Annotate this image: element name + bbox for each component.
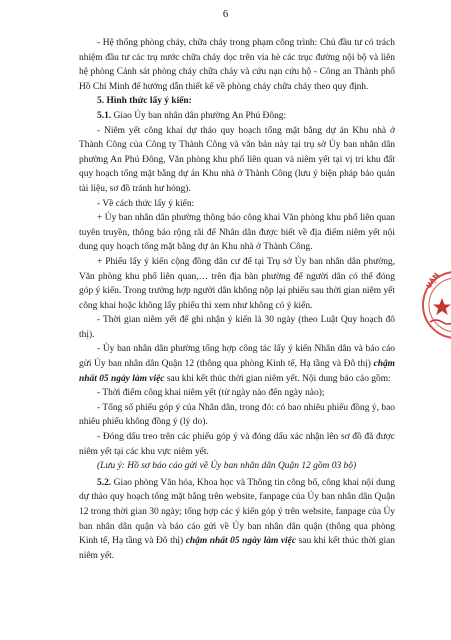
text-run: - Niêm yết công khai dự thảo quy hoạch tổng mặt bằng dự án Khu nhà ở Thành Công của Công ty Thành Công và văn bản này tại trụ sở Ủy ban nhân dân phường An Phú Đông, Văn phòng khu phố liên quan và niêm yết tại vị trí khu đất quy hoạch tổng mặt bằng dự án Khu nhà ở Thành Công (lưu ý biện pháp bảo quản tài liệu, sơ đồ tránh hư hỏng). xyxy=(79,125,395,194)
page-number: 6 xyxy=(222,9,229,20)
text-run: - Ủy ban nhân dân phường tổng hợp công tác lấy ý kiến Nhân dân và báo cáo gửi Ủy ban nhân dân Quận 12 (thông qua phòng Kinh tế, Hạ tầng và Đô thị) xyxy=(79,344,395,370)
paragraph xyxy=(79,255,395,313)
text-run: 5. Hình thức lấy ý kiến: xyxy=(97,96,192,107)
text-run: chậm nhất 05 ngày làm việc xyxy=(185,536,297,547)
text-run: - Về cách thức lấy ý kiến: xyxy=(97,198,195,209)
star-icon xyxy=(433,298,451,315)
paragraph xyxy=(79,476,395,564)
text-run: Giao phòng Văn hóa, Khoa học và Thông tin công bố, công khai nội dung dự thảo quy hoạch tổng mặt bằng trên website, fanpage của Ủy ban nhân dân Quận 12 trong thời gian 30 ngày; tổng hợp các ý kiến góp ý trên website, fanpage của Ủy ban nhân dân quận và báo cáo gửi về Ủy ban nhân dân quận (thông qua phòng Kinh tế, Hạ tầng và Đô thị) xyxy=(79,477,395,547)
text-run: - Hệ thống phòng cháy, chữa cháy trong phạm công trình: Chủ đầu tư có trách nhiệm đầu tư các trụ nước chữa cháy dọc trên via hè các trục đường nội bộ và liên hệ phòng Cảnh sát phòng cháy chữa cháy và cứu nạn cứu hộ - Công an Thành phố Hồ Chí Minh để hướng dẫn thiết kế về phòng cháy chữa cháy theo quy định. xyxy=(79,38,395,92)
paragraph xyxy=(79,386,395,401)
paragraph xyxy=(79,94,395,109)
text-run: 5.2. xyxy=(97,477,112,488)
paragraph xyxy=(79,430,395,459)
text-run: - Thời gian niêm yết để ghi nhận ý kiến là 30 ngày (theo Luật Quy hoạch đô thị). xyxy=(79,315,395,340)
text-run: - Đóng dấu treo trên các phiếu góp ý và đóng dấu xác nhận lên sơ đồ đã được niêm yết tại các khu vực niêm yết. xyxy=(79,432,395,457)
paragraph xyxy=(79,36,395,94)
paragraph xyxy=(79,313,395,342)
paragraph xyxy=(79,211,395,255)
text-run: + Ủy ban nhân dân phường thông báo công khai Văn phòng khu phố liên quan tuyên truyền, thông báo rộng rãi để Nhân dân được biết về địa điểm niêm yết nội dung quy hoạch tổng mặt bằng dự án Khu nhà ở Thành Công. xyxy=(79,213,395,253)
text-run: sau khi kết thúc thời gian niêm yết. xyxy=(79,536,395,561)
official-seal-fragment xyxy=(420,262,451,348)
paragraph xyxy=(79,124,395,197)
text-run: sau khi kết thúc thời gian niêm yết. Nội dung báo cáo gồm: xyxy=(164,373,391,384)
text-run: - Tổng số phiếu góp ý của Nhân dân, trong đó: có bao nhiêu phiếu đồng ý, bao nhiêu phiếu không đồng ý (lý do). xyxy=(79,402,395,428)
text-run: chậm nhất 05 ngày làm việc xyxy=(79,359,395,384)
text-run: 5.1. xyxy=(97,110,112,121)
text-run: - Thời điểm công khai niêm yết (từ ngày nào đến ngày nào); xyxy=(97,388,325,399)
paragraph xyxy=(79,342,395,386)
text-run: + Phiếu lấy ý kiến cộng đồng dân cư để tại Trụ sở Ủy ban nhân dân phường, Văn phòng khu phố liên quan,… trên địa bàn phường để người dân có thể đóng góp ý kiến. Trong trường hợp người dân không nộp lại phiếu sau thời gian niêm yết công khai hoặc không lấy phiếu thì xem như không có ý kiến. xyxy=(79,256,395,311)
svg-text:UẬN: UẬN xyxy=(424,271,441,291)
paragraph xyxy=(79,197,395,212)
document-body xyxy=(79,36,395,563)
paragraph xyxy=(79,401,395,430)
paragraph xyxy=(79,109,395,124)
paragraph xyxy=(79,459,395,474)
text-run: (Lưu ý: Hồ sơ báo cáo gửi về Ủy ban nhân dân Quận 12 gồm 03 bộ) xyxy=(97,461,357,472)
text-run: Giao Ủy ban nhân dân phường An Phú Đông: xyxy=(111,110,287,121)
